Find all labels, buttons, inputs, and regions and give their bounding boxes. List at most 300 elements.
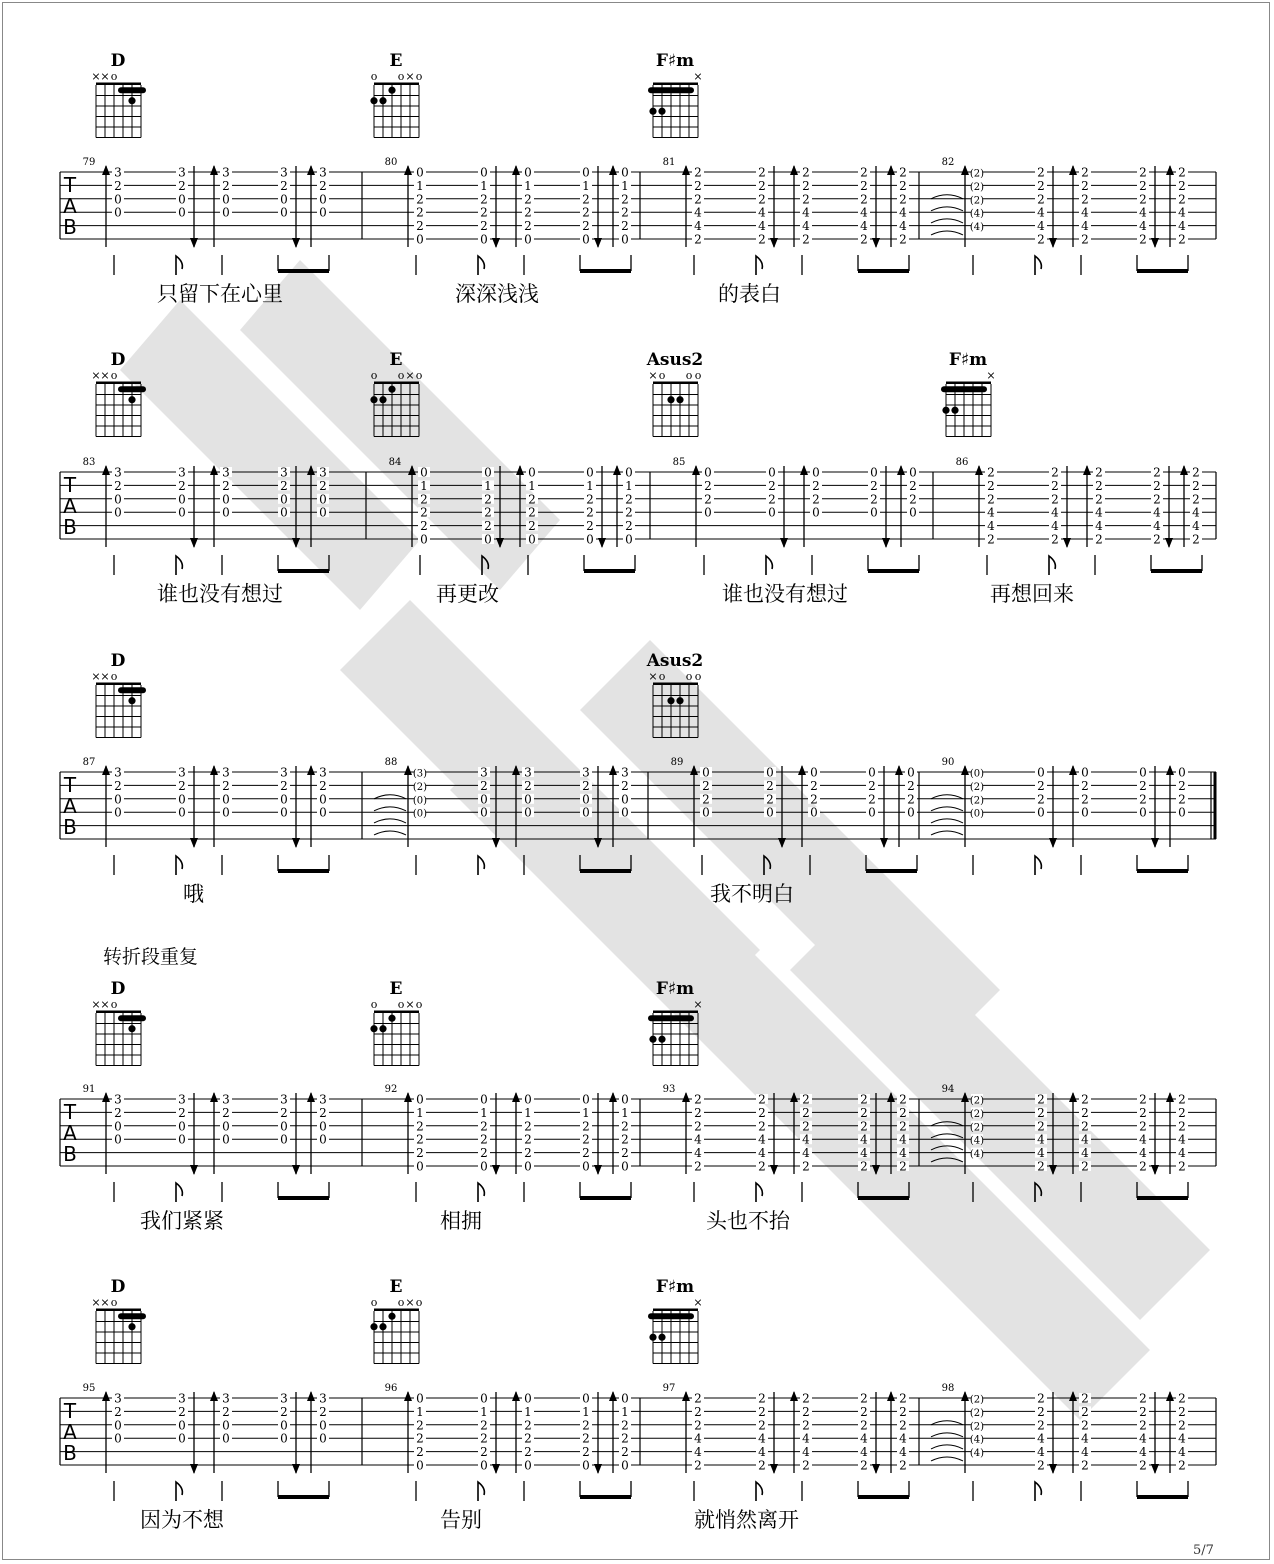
strum-arrow-up [307, 765, 315, 775]
fret-number: 4 [899, 1146, 907, 1161]
fret-number: 4 [1095, 505, 1103, 520]
strum-arrow-up [975, 465, 983, 475]
fret-number: 0 [114, 1119, 122, 1134]
measure-number: 84 [388, 457, 402, 468]
fret-number: 0 [319, 792, 327, 807]
fret-number: 0 [420, 532, 428, 547]
fret-number: 0 [416, 1391, 424, 1406]
fret-number: (4) [969, 1149, 985, 1161]
strum-arrow-up [682, 165, 690, 175]
fret-number: 4 [1037, 205, 1045, 220]
fret-number: 2 [420, 519, 428, 534]
strum-arrow-up [609, 765, 617, 775]
fret-number: 2 [1037, 792, 1045, 807]
fret-number: 3 [222, 765, 230, 780]
fret-number: 0 [868, 805, 876, 820]
fret-number: 2 [528, 505, 536, 520]
fret-number: 4 [1178, 205, 1186, 220]
fret-number: 2 [802, 165, 810, 180]
strum-arrow-up [210, 765, 218, 775]
fret-number: 4 [1178, 1431, 1186, 1446]
fret-number: 0 [812, 505, 820, 520]
fret-number: 1 [621, 1404, 629, 1419]
fret-number: 1 [416, 1105, 424, 1120]
strum-arrow-down [292, 838, 300, 848]
fret-number: 2 [582, 205, 590, 220]
fret-number: 2 [586, 505, 594, 520]
strum-arrow-down [770, 1165, 778, 1175]
chord-open-mute-mark: o [110, 998, 118, 1011]
strum-arrow-down [190, 538, 198, 548]
fret-number: 2 [1095, 465, 1103, 480]
fret-number: 2 [319, 1404, 327, 1419]
fret-number: 2 [1178, 1105, 1186, 1120]
lyric-line: 头也不抬 [706, 1209, 790, 1233]
chord-open-mute-mark: o [110, 369, 118, 382]
beam [580, 1495, 631, 1499]
fret-number: 1 [524, 178, 532, 193]
fret-number: (0) [412, 808, 428, 820]
fret-number: 4 [1153, 505, 1161, 520]
chord-dot [370, 396, 377, 403]
fret-number: 2 [1192, 478, 1200, 493]
fret-number: 3 [280, 1391, 288, 1406]
fret-number: 2 [114, 1105, 122, 1120]
fret-number: 2 [1051, 465, 1059, 480]
fret-number: 4 [1178, 1445, 1186, 1460]
fret-number: 1 [484, 478, 492, 493]
fret-number: 2 [758, 1092, 766, 1107]
fret-number: 2 [222, 1404, 230, 1419]
fret-number: 2 [1081, 1418, 1089, 1433]
fret-number: 2 [280, 1404, 288, 1419]
fret-number: 0 [114, 492, 122, 507]
fret-number: 0 [280, 1431, 288, 1446]
beam [858, 1196, 909, 1200]
strum-arrow-up [887, 1391, 895, 1401]
beam [1137, 1196, 1188, 1200]
chord-open-mute-mark: × [405, 1296, 415, 1309]
fret-number: 2 [1139, 792, 1147, 807]
fret-number: 0 [222, 805, 230, 820]
fret-number: 0 [178, 205, 186, 220]
chord-open-mute-mark: o [415, 998, 423, 1011]
fret-number: 2 [694, 192, 702, 207]
rhythm-flag [756, 1482, 762, 1501]
fret-number: 2 [621, 1119, 629, 1134]
fret-number: 2 [702, 778, 710, 793]
rhythm-flag [176, 256, 182, 275]
fret-number: 2 [1081, 232, 1089, 247]
fret-number: 2 [416, 1431, 424, 1446]
fret-number: 0 [178, 1431, 186, 1446]
fret-number: 2 [1139, 1105, 1147, 1120]
fret-number: 3 [222, 165, 230, 180]
fret-number: 2 [1153, 532, 1161, 547]
fret-number: 0 [586, 465, 594, 480]
fret-number: (2) [969, 1122, 985, 1134]
fret-number: 4 [899, 1132, 907, 1147]
fret-number: 3 [319, 165, 327, 180]
fret-number: 2 [766, 778, 774, 793]
fret-number: 2 [319, 178, 327, 193]
chord-nut [653, 1011, 698, 1014]
fret-number: 4 [1178, 219, 1186, 234]
fret-number: 0 [582, 792, 590, 807]
fret-number: 2 [625, 492, 633, 507]
fret-number: 3 [114, 765, 122, 780]
watermark-shape [120, 260, 1210, 1420]
fret-number: 0 [621, 1458, 629, 1473]
fret-number: 2 [899, 1159, 907, 1174]
fret-number: 2 [987, 532, 995, 547]
fret-number: 4 [899, 1431, 907, 1446]
chord-dot [370, 1025, 377, 1032]
chord-name: D [110, 350, 126, 370]
chord-dot [658, 108, 665, 115]
fret-number: 0 [524, 1092, 532, 1107]
fret-number: 2 [1081, 178, 1089, 193]
fret-number: 2 [280, 478, 288, 493]
fret-number: 2 [702, 792, 710, 807]
fret-number: 2 [1037, 1404, 1045, 1419]
fret-number: 2 [802, 1418, 810, 1433]
rhythm-flag [176, 856, 182, 875]
chord-dot [379, 1323, 386, 1330]
strum-arrow-down [598, 538, 606, 548]
fret-number: 4 [1037, 219, 1045, 234]
chord-open-mute-mark: o [658, 369, 666, 382]
fret-number: 0 [114, 1418, 122, 1433]
fret-number: 2 [319, 1105, 327, 1120]
chord-open-mute-mark: × [405, 998, 415, 1011]
fret-number: 0 [416, 1458, 424, 1473]
fret-number: 2 [758, 178, 766, 193]
tab-clef-letter: T [63, 1399, 77, 1423]
fret-number: 4 [860, 219, 868, 234]
fret-number: 0 [114, 805, 122, 820]
chord-open-mute-mark: o [110, 1296, 118, 1309]
beam [866, 869, 917, 873]
fret-number: 2 [860, 232, 868, 247]
rhythm-flag [756, 256, 762, 275]
fret-number: 2 [812, 492, 820, 507]
fret-number: 0 [582, 165, 590, 180]
tie-arc [931, 207, 963, 211]
fret-number: (2) [969, 1108, 985, 1120]
fret-number: 0 [524, 1159, 532, 1174]
fret-number: 2 [1139, 165, 1147, 180]
fret-number: 2 [1037, 232, 1045, 247]
fret-number: 2 [621, 205, 629, 220]
fret-number: 2 [625, 519, 633, 534]
chord-open-mute-mark: × [693, 998, 703, 1011]
fret-number: 2 [524, 778, 532, 793]
tie-arc [931, 795, 963, 799]
strum-arrow-up [609, 1391, 617, 1401]
fret-number: 4 [694, 219, 702, 234]
fret-number: 0 [280, 792, 288, 807]
chord-dot [379, 1025, 386, 1032]
fret-number: 0 [870, 465, 878, 480]
chord-dot [649, 1036, 656, 1043]
rhythm-flag [478, 256, 484, 275]
strum-arrow-up [404, 165, 412, 175]
chord-name: D [110, 979, 126, 999]
fret-number: 2 [768, 478, 776, 493]
strum-arrow-down [292, 238, 300, 248]
tie-arc [931, 819, 963, 823]
fret-number: 0 [178, 505, 186, 520]
beam [278, 869, 329, 873]
tab-clef-letter: T [63, 773, 77, 797]
strum-arrow-up [1166, 765, 1174, 775]
fret-number: 2 [909, 478, 917, 493]
fret-number: 0 [420, 465, 428, 480]
chord-open-mute-mark: o [694, 670, 702, 683]
fret-number: 3 [280, 765, 288, 780]
fret-number: 4 [860, 1132, 868, 1147]
fret-number: 0 [280, 505, 288, 520]
fret-number: 2 [1037, 778, 1045, 793]
fret-number: 4 [1139, 1132, 1147, 1147]
fret-number: 2 [524, 1431, 532, 1446]
tab-clef-letter: B [63, 1142, 77, 1166]
fret-number: 0 [586, 532, 594, 547]
fret-number: 2 [621, 192, 629, 207]
strum-arrow-up [800, 465, 808, 475]
fret-number: 0 [114, 792, 122, 807]
fret-number: 2 [1037, 1105, 1045, 1120]
fret-number: 4 [802, 1431, 810, 1446]
fret-number: 0 [222, 1132, 230, 1147]
system [60, 51, 1216, 275]
fret-number: 0 [868, 765, 876, 780]
chord-open-mute-mark: o [685, 369, 693, 382]
fret-number: 4 [802, 1132, 810, 1147]
fret-number: 2 [694, 1105, 702, 1120]
fret-number: 2 [1178, 1404, 1186, 1419]
strum-arrow-up [512, 1092, 520, 1102]
fret-number: 2 [1153, 478, 1161, 493]
fret-number: 2 [870, 492, 878, 507]
fret-number: 4 [758, 205, 766, 220]
tab-clef-letter: T [63, 473, 77, 497]
fret-number: 3 [280, 465, 288, 480]
strum-arrow-down [770, 1464, 778, 1474]
fret-number: 2 [480, 1119, 488, 1134]
fret-number: 0 [480, 792, 488, 807]
beam [580, 869, 631, 873]
strum-arrow-down [770, 238, 778, 248]
tie-arc [931, 219, 963, 223]
fret-number: (2) [969, 1421, 985, 1433]
chord-open-mute-mark: × [693, 70, 703, 83]
fret-number: 0 [810, 805, 818, 820]
fret-number: 2 [1178, 778, 1186, 793]
tab-clef-letter: A [63, 1121, 77, 1145]
strum-arrow-up [609, 1092, 617, 1102]
lyric-line: 相拥 [440, 1209, 482, 1233]
chord-open-mute-mark: o [415, 70, 423, 83]
strum-arrow-down [1151, 1464, 1159, 1474]
fret-number: 2 [178, 478, 186, 493]
strum-arrow-down [1151, 238, 1159, 248]
rhythm-flag [478, 1183, 484, 1202]
fret-number: 0 [582, 1391, 590, 1406]
fret-number: 3 [222, 1092, 230, 1107]
fret-number: (2) [969, 795, 985, 807]
fret-number: 2 [416, 1418, 424, 1433]
chord-name: F♯m [655, 1277, 695, 1297]
chord-dot [667, 396, 674, 403]
fret-number: 4 [694, 1132, 702, 1147]
tie-arc [374, 831, 406, 835]
fret-number: 1 [582, 1404, 590, 1419]
fret-number: 2 [899, 1119, 907, 1134]
fret-number: 4 [1178, 1132, 1186, 1147]
fret-number: 0 [524, 1458, 532, 1473]
rhythm-flag [766, 556, 772, 575]
chord-nut [653, 83, 698, 86]
rhythm-flag [756, 1183, 762, 1202]
strum-arrow-up [102, 1391, 110, 1401]
chord-nut [946, 382, 991, 385]
fret-number: 0 [178, 1119, 186, 1134]
fret-number: 2 [1139, 1119, 1147, 1134]
fret-number: 2 [416, 219, 424, 234]
fret-number: 2 [860, 1418, 868, 1433]
fret-number: 0 [319, 805, 327, 820]
beam [584, 569, 635, 573]
fret-number: 0 [704, 465, 712, 480]
chord-open-mute-mark: × [100, 670, 110, 683]
tie-arc [931, 1445, 963, 1449]
fret-number: 2 [987, 465, 995, 480]
strum-arrow-up [682, 1092, 690, 1102]
fret-number: 4 [1081, 205, 1089, 220]
strum-arrow-down [190, 1464, 198, 1474]
fret-number: 2 [480, 1418, 488, 1433]
fret-number: 3 [114, 1092, 122, 1107]
fret-number: 2 [480, 192, 488, 207]
fret-number: 2 [582, 1132, 590, 1147]
chord-open-mute-mark: o [370, 70, 378, 83]
fret-number: 4 [1037, 1445, 1045, 1460]
fret-number: 0 [1139, 805, 1147, 820]
fret-number: 2 [222, 1105, 230, 1120]
fret-number: 0 [1139, 765, 1147, 780]
fret-number: 2 [860, 1119, 868, 1134]
fret-number: 0 [319, 492, 327, 507]
fret-number: 0 [480, 1458, 488, 1473]
beam [1151, 569, 1202, 573]
fret-number: 2 [416, 205, 424, 220]
measure-number: 82 [941, 157, 955, 168]
chord-dot [658, 1036, 665, 1043]
fret-number: 4 [987, 519, 995, 534]
fret-number: 0 [222, 1418, 230, 1433]
chord-name: D [110, 1277, 126, 1297]
fret-number: 2 [870, 478, 878, 493]
fret-number: 1 [420, 478, 428, 493]
rhythm-flag [176, 1183, 182, 1202]
lyric-line: 告别 [440, 1508, 482, 1532]
fret-number: 2 [860, 1458, 868, 1473]
fret-number: (2) [969, 1394, 985, 1406]
fret-number: 4 [1139, 1445, 1147, 1460]
fret-number: 2 [524, 1418, 532, 1433]
fret-number: 0 [222, 492, 230, 507]
fret-number: 0 [484, 465, 492, 480]
strum-arrow-up [516, 465, 524, 475]
strum-arrow-up [897, 465, 905, 475]
strum-arrow-up [1069, 765, 1077, 775]
lyric-line: 谁也没有想过 [722, 582, 848, 606]
chord-open-mute-mark: × [91, 670, 101, 683]
strum-arrow-down [1165, 538, 1173, 548]
strum-arrow-down [492, 238, 500, 248]
chord-open-mute-mark: × [693, 1296, 703, 1309]
fret-number: 3 [222, 1391, 230, 1406]
chord-dot [388, 386, 395, 393]
fret-number: 0 [582, 1092, 590, 1107]
fret-number: 0 [178, 792, 186, 807]
fret-number: 4 [1051, 519, 1059, 534]
fret-number: 2 [758, 1105, 766, 1120]
strum-arrow-up [1166, 1092, 1174, 1102]
strum-arrow-up [887, 165, 895, 175]
chord-dot [676, 697, 683, 704]
fret-number: 2 [802, 232, 810, 247]
fret-number: 2 [178, 778, 186, 793]
fret-number: 3 [621, 765, 629, 780]
fret-number: 2 [694, 232, 702, 247]
fret-number: 4 [860, 1146, 868, 1161]
fret-number: 2 [1037, 1458, 1045, 1473]
fret-number: 2 [694, 1159, 702, 1174]
fret-number: 2 [802, 1119, 810, 1134]
strum-arrow-up [961, 165, 969, 175]
fret-number: 0 [178, 492, 186, 507]
fret-number: 2 [860, 1105, 868, 1120]
fret-number: 4 [1178, 1146, 1186, 1161]
fret-number: 4 [694, 1445, 702, 1460]
chord-dot [128, 396, 135, 403]
fret-number: 0 [480, 1159, 488, 1174]
rhythm-flag [1049, 556, 1055, 575]
chord-name: F♯m [655, 51, 695, 71]
strum-arrow-up [210, 1092, 218, 1102]
fret-number: 2 [1178, 1092, 1186, 1107]
fret-number: 0 [768, 465, 776, 480]
lyric-line: 哦 [183, 882, 204, 906]
chord-dot [370, 97, 377, 104]
fret-number: 2 [1139, 1391, 1147, 1406]
strum-arrow-up [1166, 1391, 1174, 1401]
fret-number: 3 [319, 765, 327, 780]
fret-number: 2 [860, 178, 868, 193]
fret-number: 2 [114, 1404, 122, 1419]
fret-number: 2 [420, 505, 428, 520]
measure-number: 81 [662, 157, 676, 168]
chord-name: D [110, 651, 126, 671]
chord-open-mute-mark: × [91, 998, 101, 1011]
chord-dot [649, 108, 656, 115]
fret-number: 2 [899, 192, 907, 207]
beam [278, 569, 329, 573]
strum-arrow-up [404, 765, 412, 775]
